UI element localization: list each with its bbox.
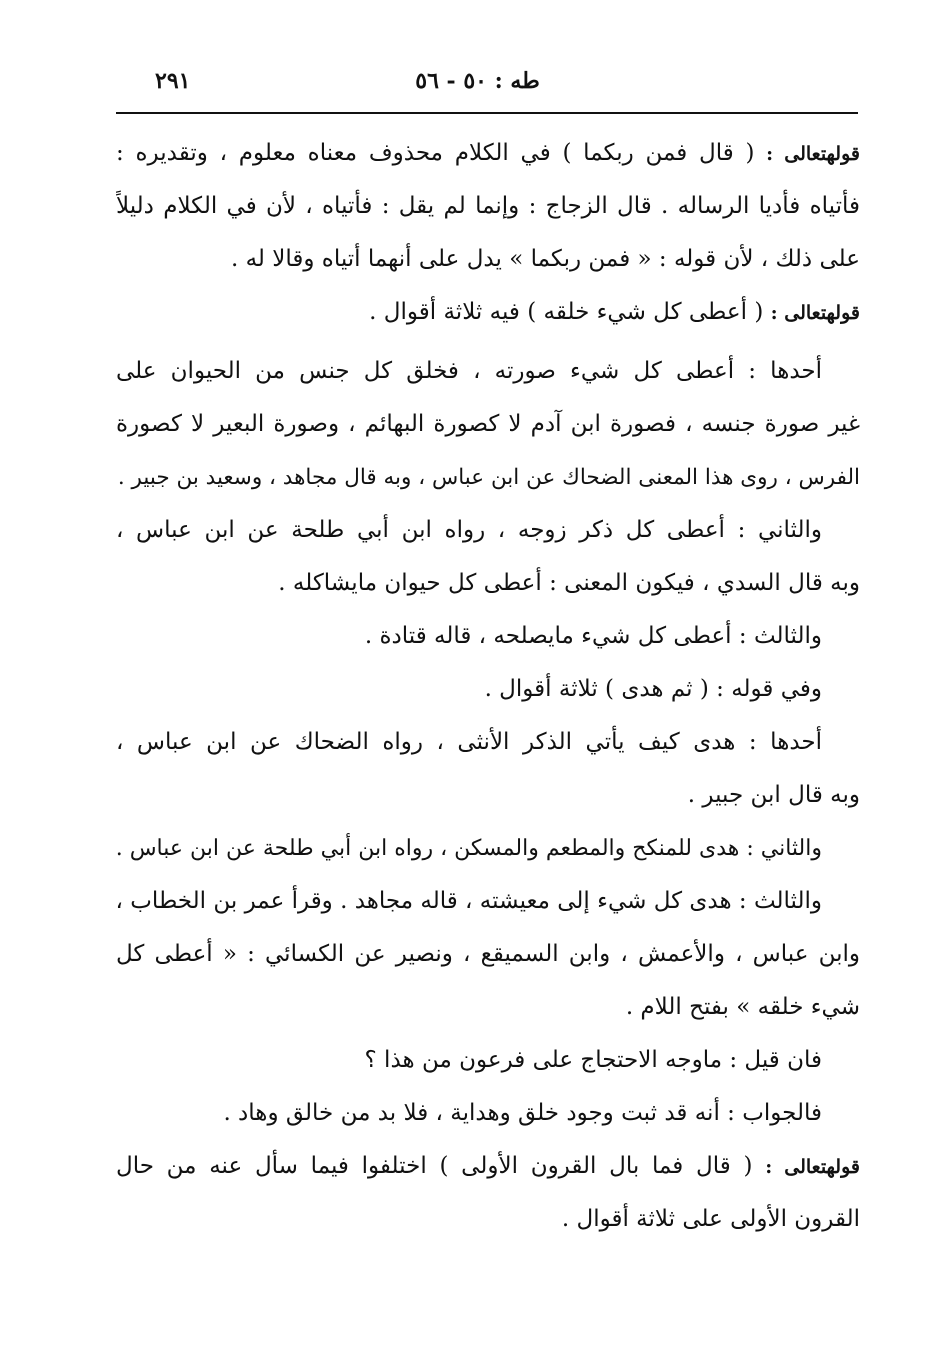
text-line	[116, 769, 860, 822]
text-line	[116, 180, 860, 233]
line-text: والثاني : أعطى كل ذكر زوجه ، رواه ابن أبي طلحة عن ابن عباس ،	[116, 517, 822, 543]
text-line	[116, 286, 860, 339]
line-text: ( أعطى كل شيء خلقه ) فيه ثلاثة أقوال .	[369, 299, 764, 325]
line-text: أحدها : هدى كيف يأتي الذكر الأنثى ، رواه الضحاك عن ابن عباس ،	[116, 729, 822, 755]
text-line	[116, 398, 860, 451]
line-text: على ذلك ، لأن قوله : « فمن ربكما » يدل على أنهما أتياه وقالا له .	[230, 246, 860, 272]
text-line	[116, 928, 860, 981]
line-text: وابن عباس ، والأعمش ، وابن السميقع ، ونصير عن الكسائي : « أعطى كل	[116, 941, 860, 967]
verse-marker: قولهتعالى :	[770, 302, 860, 324]
verse-marker: قولهتعالى :	[765, 1156, 860, 1178]
line-text: فأتياه فأديا الرساله . قال الزجاج : وإنما لم يقل : فأتياه ، لأن في الكلام دليلاً	[116, 193, 860, 219]
text-line	[116, 822, 860, 875]
line-text: شيء خلقه » بفتح اللام .	[625, 994, 860, 1020]
line-text: فالجواب : أنه قد ثبت وجود خلق وهداية ، فلا بد من خالق وهاد .	[223, 1100, 822, 1126]
line-text: فان قيل : ماوجه الاحتجاج على فرعون من هذا ؟	[364, 1047, 822, 1073]
line-text: أحدها : أعطى كل شيء صورته ، فخلق كل جنس من الحيوان على	[116, 358, 822, 384]
line-text: ( قال فما بال القرون الأولى ) اختلفوا فيما سأل عنه من حال	[116, 1153, 753, 1179]
line-text: والثالث : هدى كل شيء إلى معيشته ، قاله مجاهد . وقرأ عمر بن الخطاب ،	[116, 888, 822, 914]
text-line	[116, 610, 860, 663]
header-rule	[116, 112, 858, 114]
text-line	[116, 127, 860, 180]
line-text: والثاني : هدى للمنكح والمطعم والمسكن ، رواه ابن أبي طلحة عن ابن عباس .	[116, 836, 822, 861]
line-text: غير صورة جنسه ، فصورة ابن آدم لا كصورة البهائم ، وصورة البعير لا كصورة	[116, 411, 860, 437]
text-line	[116, 716, 860, 769]
line-text: الفرس ، روى هذا المعنى الضحاك عن ابن عباس ، وبه قال مجاهد ، وسعيد بن جبير .	[117, 465, 860, 490]
text-line	[116, 875, 860, 928]
line-text: وبه قال ابن جبير .	[687, 782, 860, 808]
line-text: ( قال فمن ربكما ) في الكلام محذوف معناه معلوم ، وتقديره :	[116, 140, 755, 166]
page-body	[116, 127, 860, 1246]
text-line	[116, 1087, 860, 1140]
text-line	[116, 504, 860, 557]
line-text: وفي قوله : ( ثم هدى ) ثلاثة أقوال .	[484, 676, 822, 702]
text-line	[116, 981, 860, 1034]
page-header	[115, 62, 840, 102]
text-line	[116, 1034, 860, 1087]
text-line	[116, 451, 860, 504]
surah-reference: طه : ٥٠ - ٥٦	[415, 68, 540, 94]
line-text: وبه قال السدي ، فيكون المعنى : أعطى كل حيوان مايشاكله .	[278, 570, 860, 596]
text-line	[116, 1193, 860, 1246]
text-line	[116, 233, 860, 286]
text-line	[116, 557, 860, 610]
line-text: والثالث : أعطى كل شيء مايصلحه ، قاله قتادة .	[364, 623, 822, 649]
verse-marker: قولهتعالى :	[766, 143, 860, 165]
text-line	[116, 1140, 860, 1193]
page-number: ٢٩١	[155, 68, 191, 94]
line-text: القرون الأولى على ثلاثة أقوال .	[561, 1206, 860, 1232]
text-line	[116, 663, 860, 716]
text-line	[116, 345, 860, 398]
